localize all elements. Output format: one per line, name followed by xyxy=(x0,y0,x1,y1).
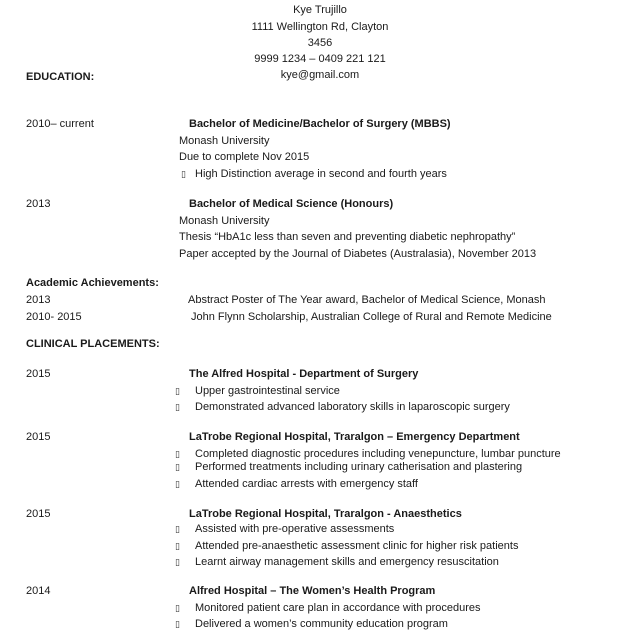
placement-date: 2015 xyxy=(26,508,51,520)
placements-heading: CLINICAL PLACEMENTS: xyxy=(26,338,160,350)
education-heading: EDUCATION: xyxy=(26,71,95,83)
achievement-text: Abstract Poster of The Year award, Bachelor of Medical Science, Monash xyxy=(188,294,546,306)
education-title: Bachelor of Medical Science (Honours) xyxy=(189,198,394,210)
education-line: Monash University xyxy=(179,135,270,147)
education-title: Bachelor of Medicine/Bachelor of Surgery (MBBS) xyxy=(189,118,451,130)
achievements-heading: Academic Achievements: xyxy=(26,277,159,289)
placement-bullet: Completed diagnostic procedures including venepuncture, lumbar puncture xyxy=(195,448,561,460)
placement-bullet: Delivered a women’s community education program xyxy=(195,618,448,630)
placement-bullet: Demonstrated advanced laboratory skills in laparoscopic surgery xyxy=(195,401,510,413)
placement-bullet: Attended pre-anaesthetic assessment clinic for higher risk patients xyxy=(195,540,519,552)
bullet-icon: ▯ xyxy=(175,541,180,551)
education-line: Due to complete Nov 2015 xyxy=(179,151,310,163)
achievement-date: 2010- 2015 xyxy=(26,311,82,323)
placement-bullet: Performed treatments including urinary catherisation and plastering xyxy=(195,461,523,473)
placement-date: 2015 xyxy=(26,368,51,380)
education-line: Thesis “HbA1c less than seven and preventing diabetic nephropathy” xyxy=(179,231,516,243)
contact-phone: 9999 1234 – 0409 221 121 xyxy=(254,53,386,65)
contact-postcode: 3456 xyxy=(307,37,333,49)
placement-date: 2014 xyxy=(26,585,51,597)
bullet-icon: ▯ xyxy=(175,449,180,459)
placement-title: LaTrobe Regional Hospital, Traralgon - Anaesthetics xyxy=(189,508,462,520)
education-line: Monash University xyxy=(179,215,270,227)
bullet-icon: ▯ xyxy=(175,402,180,412)
bullet-icon: ▯ xyxy=(181,169,186,179)
education-date: 2010– current xyxy=(26,118,94,130)
education-date: 2013 xyxy=(26,198,51,210)
contact-email: kye@gmail.com xyxy=(280,69,360,81)
bullet-icon: ▯ xyxy=(175,386,180,396)
placement-bullet: Upper gastrointestinal service xyxy=(195,385,340,397)
bullet-icon: ▯ xyxy=(175,479,180,489)
placement-title: Alfred Hospital – The Women’s Health Program xyxy=(189,585,436,597)
placement-bullet: Monitored patient care plan in accordance with procedures xyxy=(195,602,481,614)
bullet-icon: ▯ xyxy=(175,557,180,567)
placement-date: 2015 xyxy=(26,431,51,443)
placement-bullet: Assisted with pre-operative assessments xyxy=(195,523,395,535)
achievement-text: John Flynn Scholarship, Australian College of Rural and Remote Medicine xyxy=(191,311,552,323)
placement-bullet: Attended cardiac arrests with emergency staff xyxy=(195,478,418,490)
contact-name: Kye Trujillo xyxy=(293,4,347,16)
bullet-icon: ▯ xyxy=(175,619,180,629)
education-bullet: High Distinction average in second and fourth years xyxy=(195,168,447,180)
contact-address: 1111 Wellington Rd, Clayton xyxy=(251,21,389,33)
placement-title: LaTrobe Regional Hospital, Traralgon – Emergency Department xyxy=(189,431,520,443)
placement-title: The Alfred Hospital - Department of Surgery xyxy=(189,368,419,380)
placement-bullet: Learnt airway management skills and emergency resuscitation xyxy=(195,556,499,568)
education-line: Paper accepted by the Journal of Diabetes (Australasia), November 2013 xyxy=(179,248,537,260)
achievement-date: 2013 xyxy=(26,294,51,306)
bullet-icon: ▯ xyxy=(175,462,180,472)
bullet-icon: ▯ xyxy=(175,524,180,534)
bullet-icon: ▯ xyxy=(175,603,180,613)
